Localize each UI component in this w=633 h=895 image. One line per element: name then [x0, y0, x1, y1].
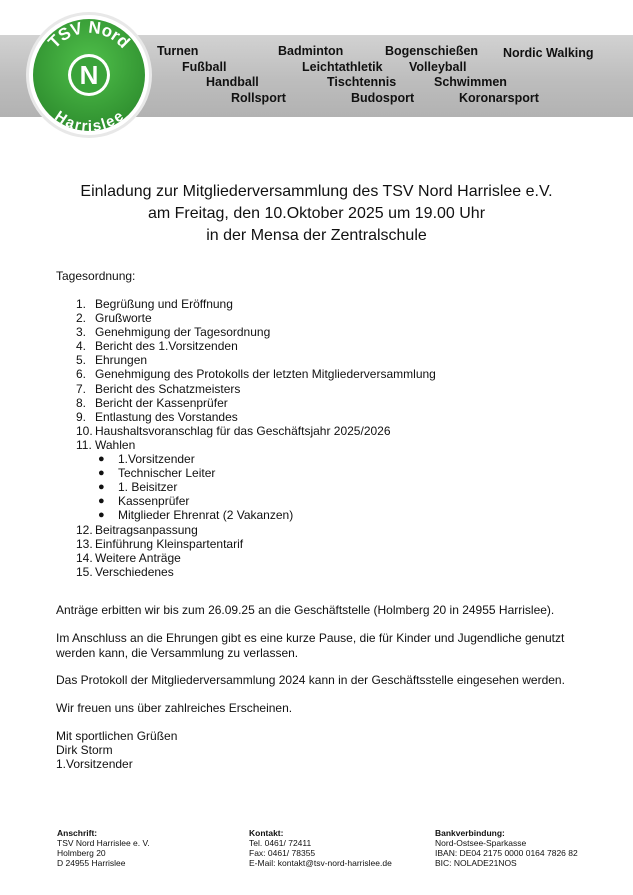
agenda-item: 9. Entlastung des Vorstandes: [76, 409, 238, 424]
heading-line-1: Einladung zur Mitgliederversammlung des TSV Nord Harrislee e.V.: [80, 183, 553, 200]
agenda-item: 3. Genehmigung der Tagesordnung: [76, 325, 271, 340]
agenda-sub-item: ● 1. Beisitzer: [98, 480, 178, 495]
invitation-heading: [0, 181, 633, 247]
agenda-label: Tagesordnung:: [56, 269, 136, 283]
agenda-sub-item: ● Mitglieder Ehrenrat (2 Vakanzen): [98, 508, 294, 523]
sport-badminton: Badminton: [278, 44, 344, 58]
signature-block: [56, 729, 596, 771]
agenda-sub-item: ● Technischer Leiter: [98, 466, 216, 481]
sport-tischtennis: Tischtennis: [327, 75, 397, 89]
agenda-item: 10. Haushaltsvoranschlag für das Geschäftsjahr 2025/2026: [76, 423, 391, 438]
club-logo: [24, 10, 154, 140]
sport-turnen: Turnen: [157, 44, 199, 58]
signer-role: 1.Vorsitzender: [56, 757, 133, 771]
footer-address: Anschrift: TSV Nord Harrislee e. V. Holmberg 20 D 24955 Harrislee: [57, 828, 150, 868]
agenda-list: [76, 297, 436, 579]
heading-line-3: in der Mensa der Zentralschule: [206, 227, 427, 244]
footer-contact: Kontakt: Tel. 0461/ 72411 Fax: 0461/ 78355 E-Mail: kontakt@tsv-nord-harrislee.de: [249, 828, 392, 868]
agenda-item: 6. Genehmigung des Protokolls der letzten Mitgliederversammlung: [76, 367, 436, 382]
sport-leichtathletik: Leichtathletik: [302, 60, 383, 74]
closing-greeting: Mit sportlichen Grüßen: [56, 729, 178, 743]
agenda-item: 12. Beitragsanpassung: [76, 522, 198, 537]
sport-volleyball: Volleyball: [409, 60, 467, 74]
footer-bank: Bankverbindung: Nord-Ostsee-Sparkasse IBAN: DE04 2175 0000 0164 7826 82 BIC: NOLADE21NOS: [435, 828, 578, 868]
agenda-item: 2. Grußworte: [76, 311, 152, 326]
sport-bogenschiessen: Bogenschießen: [385, 44, 479, 58]
sport-koronarsport: Koronarsport: [459, 91, 539, 105]
paragraph-protocol: Das Protokoll der Mitgliederversammlung 2024 kann in der Geschäftsstelle eingesehen werden.: [56, 673, 565, 687]
agenda-sub-item: ● 1.Vorsitzender: [98, 452, 195, 467]
paragraph-break: Im Anschluss an die Ehrungen gibt es eine kurze Pause, die für Kinder und Jugendliche genutzt werden kann, die Versammlung zu verlassen.: [56, 631, 565, 660]
logo-bottom-text: Harrislee: [51, 108, 128, 136]
paragraph-deadline: Anträge erbitten wir bis zum 26.09.25 an die Geschäftstelle (Holmberg 20 in 24955 Harrislee).: [56, 603, 555, 617]
agenda-item: 14. Weitere Anträge: [76, 550, 181, 565]
agenda-item: 15. Verschiedenes: [76, 564, 174, 579]
sport-handball: Handball: [206, 75, 259, 89]
agenda-sub-item: ● Kassenprüfer: [98, 494, 190, 509]
sport-rollsport: Rollsport: [231, 91, 286, 105]
sport-nordic-walking: Nordic Walking: [503, 46, 594, 60]
sport-fussball: Fußball: [182, 60, 227, 74]
heading-line-2: am Freitag, den 10.Oktober 2025 um 19.00 Uhr: [147, 205, 486, 222]
paragraph-welcome: Wir freuen uns über zahlreiches Erscheinen.: [56, 701, 293, 715]
agenda-item: 1. Begrüßung und Eröffnung: [76, 297, 233, 311]
logo-letter: N: [79, 60, 99, 90]
agenda-item: 5. Ehrungen: [76, 353, 148, 368]
agenda-item: 13. Einführung Kleinspartentarif: [76, 536, 244, 551]
signer-name: Dirk Storm: [56, 743, 113, 757]
agenda-item: 4. Bericht des 1.Vorsitzenden: [76, 339, 238, 354]
sport-schwimmen: Schwimmen: [434, 75, 507, 89]
sport-budosport: Budosport: [351, 91, 415, 105]
agenda-item: 8. Bericht der Kassenprüfer: [76, 395, 228, 410]
agenda-item: 11. Wahlen: [76, 437, 136, 452]
agenda-item: 7. Bericht des Schatzmeisters: [76, 381, 241, 396]
logo-top-text: TSV Nord: [44, 17, 134, 52]
